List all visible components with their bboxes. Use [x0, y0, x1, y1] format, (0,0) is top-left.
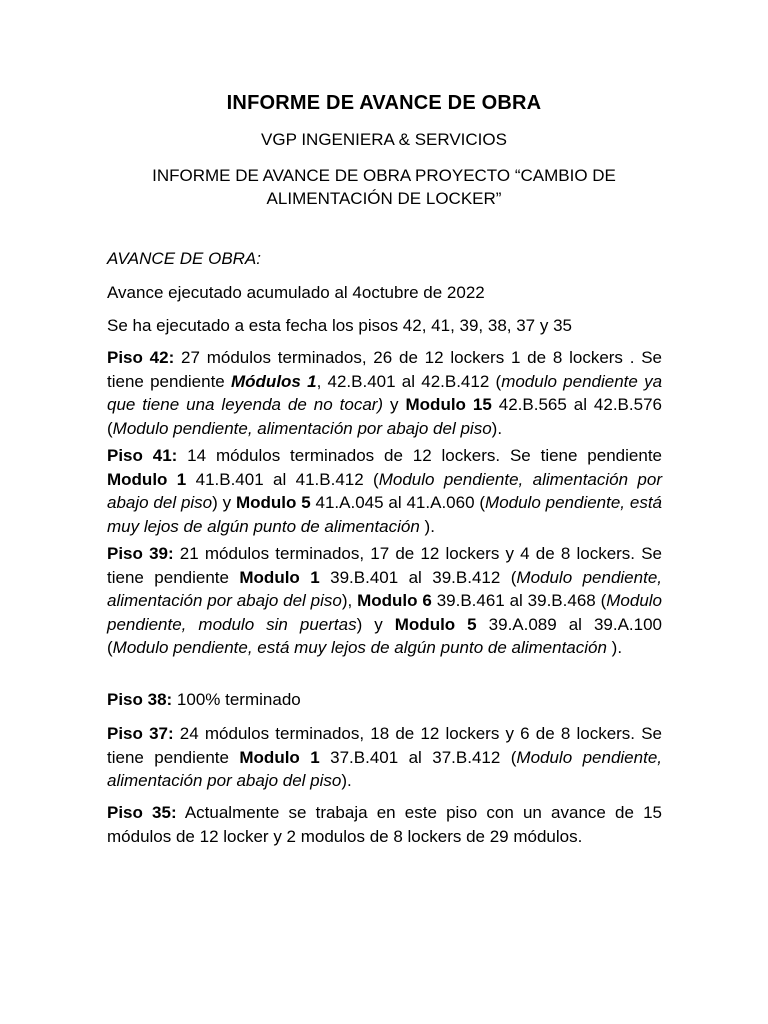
- floor-label: Piso 35:: [107, 803, 177, 822]
- module-name: Modulo 5: [394, 614, 477, 634]
- module-name: Modulo 5: [235, 493, 311, 512]
- company-name: VGP INGENIERA & SERVICIOS: [261, 130, 507, 149]
- floor-label: Piso 42:: [107, 348, 175, 367]
- module-note: Modulo pendiente, alimentación por abajo del piso: [112, 418, 492, 438]
- floor-37-paragraph: Piso 37: 24 módulos terminados, 18 de 12 lockers y 6 de 8 lockers. Se tiene pendiente Modulo 1 37.B.401 al 37.B.412 (Modulo pendiente, alimentación por abajo del piso).: [107, 724, 662, 790]
- module-note: Modulo pendiente, modulo sin puertas: [107, 591, 663, 634]
- module-name: Módulos 1: [231, 371, 317, 391]
- floor-label: Piso 38:: [107, 690, 173, 709]
- document-subtitle: INFORME DE AVANCE DE OBRA PROYECTO “CAMBIO DE ALIMENTACIÓN DE LOCKER”: [152, 166, 616, 208]
- module-note: Modulo pendiente, alimentación por abajo del piso: [107, 567, 662, 610]
- module-note: modulo pendiente ya que tiene una leyenda de no tocar): [107, 371, 663, 414]
- floor-label: Piso 39:: [107, 544, 174, 563]
- floor-41-paragraph: Piso 41: 14 módulos terminados de 12 lockers. Se tiene pendiente Modulo 1 41.B.401 al 41.B.412 (Modulo pendiente, alimentación por abajo del piso) y Modulo 5 41.A.045 al 41.A.060 (Modulo pendiente, está muy lejos de algún punto de alimentación ).: [107, 446, 663, 536]
- module-note: Modulo pendiente, está muy lejos de algún punto de alimentación: [107, 493, 662, 536]
- document-title: INFORME DE AVANCE DE OBRA: [226, 92, 542, 114]
- floor-35-paragraph: Piso 35: Actualmente se trabaja en este piso con un avance de 15 módulos de 12 locker y 2 modulos de 8 lockers de 29 módulos.: [107, 803, 662, 846]
- module-name: Modulo 6: [357, 591, 432, 610]
- floor-label: Piso 41:: [107, 446, 178, 465]
- module-note: Modulo pendiente, está muy lejos de algún punto de alimentación: [112, 638, 607, 657]
- module-name: Modulo 1: [239, 567, 320, 587]
- module-note: Modulo pendiente, alimentación por abajo del piso: [107, 747, 662, 790]
- module-note: Modulo pendiente, alimentación por abajo del piso: [107, 469, 663, 512]
- accumulated-progress: Avance ejecutado acumulado al 4octubre de 2022: [107, 283, 485, 302]
- module-name: Modulo 15: [405, 395, 492, 414]
- floor-label: Piso 37:: [107, 724, 174, 743]
- executed-floors: Se ha ejecutado a esta fecha los pisos 42, 41, 39, 38, 37 y 35: [107, 316, 572, 335]
- floor-42-paragraph: Piso 42: 27 módulos terminados, 26 de 12 lockers 1 de 8 lockers . Se tiene pendiente Módulos 1, 42.B.401 al 42.B.412 (modulo pendiente ya que tiene una leyenda de no tocar) y Modulo 15 42.B.565 al 42.B.576 (Modulo pendiente, alimentación por abajo del piso).: [107, 348, 663, 438]
- module-name: Modulo 1: [239, 747, 320, 767]
- floor-39-paragraph: Piso 39: 21 módulos terminados, 17 de 12 lockers y 4 de 8 lockers. Se tiene pendiente Modulo 1 39.B.401 al 39.B.412 (Modulo pendiente, alimentación por abajo del piso), Modulo 6 39.B.461 al 39.B.468 (Modulo pendiente, modulo sin puertas) y Modulo 5 39.A.089 al 39.A.100 (Modulo pendiente, está muy lejos de algún punto de alimentación ).: [107, 544, 663, 657]
- module-name: Modulo 1: [107, 469, 187, 489]
- floor-38-paragraph: Piso 38: 100% terminado: [107, 690, 301, 709]
- section-heading: AVANCE DE OBRA:: [107, 249, 261, 268]
